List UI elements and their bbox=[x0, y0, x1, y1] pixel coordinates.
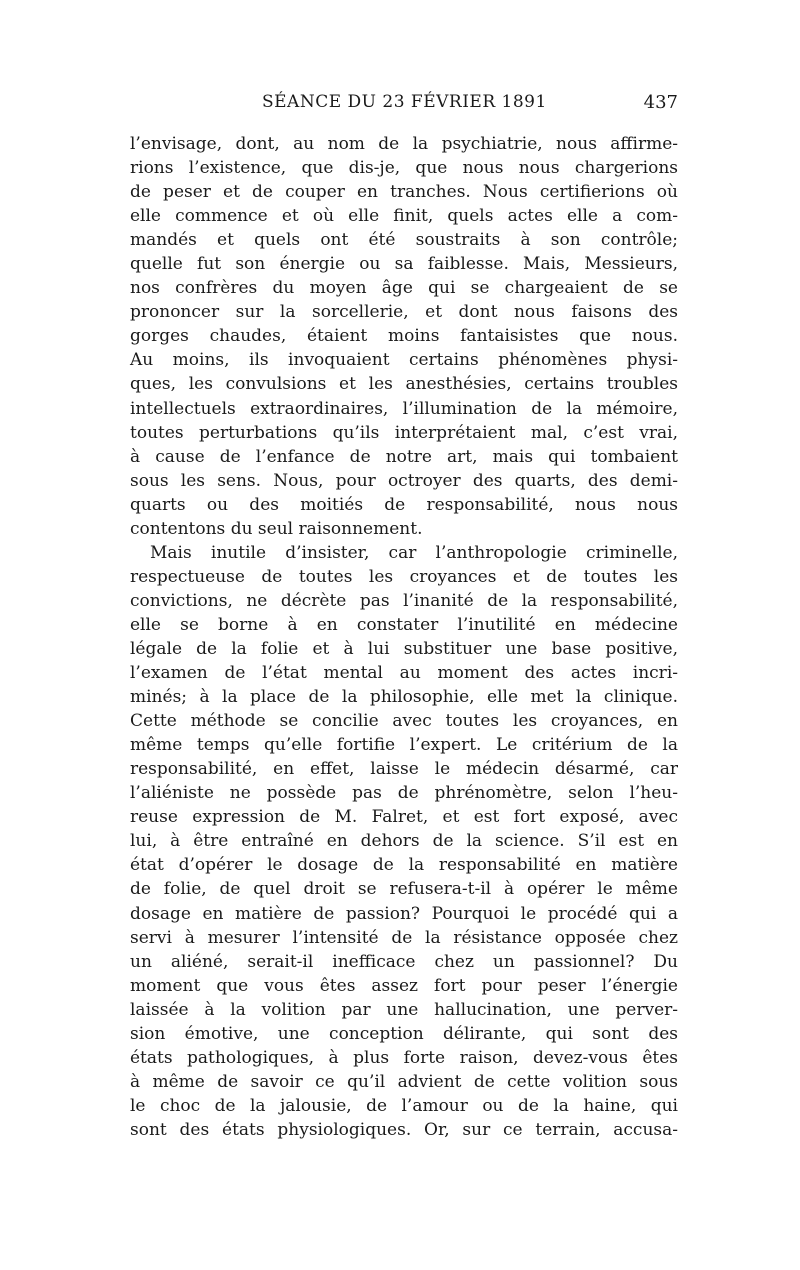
text-line: l’examen de l’état mental au moment des actes incri- bbox=[130, 663, 678, 684]
text-line: de peser et de couper en tranches. Nous certifierions où bbox=[130, 182, 678, 203]
text-line: minés; à la place de la philosophie, elle met la clinique. bbox=[130, 687, 678, 708]
text-line: le choc de la jalousie, de l’amour ou de la haine, qui bbox=[130, 1095, 678, 1116]
text-line: sous les sens. Nous, pour octroyer des quarts, des demi- bbox=[130, 470, 678, 491]
text-line: toutes perturbations qu’ils interprétaient mal, c’est vrai, bbox=[130, 422, 678, 443]
text-line: lui, à être entraîné en dehors de la science. S’il est en bbox=[130, 831, 678, 852]
text-line: état d’opérer le dosage de la responsabilité en matière bbox=[130, 855, 678, 876]
text-line: sont des états physiologiques. Or, sur ce terrain, accusa- bbox=[130, 1119, 678, 1140]
text-line: l’envisage, dont, au nom de la psychiatrie, nous affirme- bbox=[130, 134, 678, 154]
text-line: mandés et quels ont été soustraits à son contrôle; bbox=[130, 230, 678, 251]
text-line: gorges chaudes, étaient moins fantaisistes que nous. bbox=[130, 326, 678, 347]
text-line: même temps qu’elle fortifie l’expert. Le critérium de la bbox=[130, 735, 678, 756]
text-line: moment que vous êtes assez fort pour peser l’énergie bbox=[130, 975, 678, 996]
text-line: dosage en matière de passion? Pourquoi le procédé qui a bbox=[130, 903, 678, 924]
text-line: convictions, ne décrète pas l’inanité de la responsabilité, bbox=[130, 590, 678, 611]
text-line: respectueuse de toutes les croyances et de toutes les bbox=[130, 566, 678, 587]
text-line: états pathologiques, à plus forte raison, devez-vous êtes bbox=[130, 1047, 678, 1068]
text-line: Au moins, ils invoquaient certains phénomènes physi- bbox=[130, 350, 678, 371]
text-line: de folie, de quel droit se refusera-t-il à opérer le même bbox=[130, 879, 678, 900]
paragraph-end-line: contentons du seul raisonnement. bbox=[130, 518, 423, 539]
text-line: elle commence et où elle finit, quels actes elle a com- bbox=[130, 206, 678, 227]
text-line: reuse expression de M. Falret, et est fort exposé, avec bbox=[130, 807, 678, 828]
text-line: quelle fut son énergie ou sa faiblesse. Mais, Messieurs, bbox=[130, 254, 678, 275]
body-text bbox=[130, 132, 678, 1142]
text-line: laissée à la volition par une hallucination, une perver- bbox=[130, 999, 678, 1020]
paragraph-start-line: Mais inutile d’insister, car l’anthropologie criminelle, bbox=[150, 542, 678, 563]
text-line: sion émotive, une conception délirante, qui sont des bbox=[130, 1023, 678, 1044]
text-line: prononcer sur la sorcellerie, et dont nous faisons des bbox=[130, 302, 678, 323]
running-head-title: SÉANCE DU 23 FÉVRIER 1891 bbox=[262, 92, 547, 112]
text-line: responsabilité, en effet, laisse le médecin désarmé, car bbox=[130, 759, 678, 780]
text-line: nos confrères du moyen âge qui se chargeaient de se bbox=[130, 278, 678, 299]
page-number: 437 bbox=[643, 92, 678, 113]
running-head bbox=[130, 92, 678, 120]
text-line: ques, les convulsions et les anesthésies, certains troubles bbox=[130, 374, 678, 395]
text-line: légale de la folie et à lui substituer une base positive, bbox=[130, 638, 678, 659]
text-line: servi à mesurer l’intensité de la résistance opposée chez bbox=[130, 927, 678, 948]
text-line: à même de savoir ce qu’il advient de cette volition sous bbox=[130, 1071, 678, 1092]
text-line: Cette méthode se concilie avec toutes les croyances, en bbox=[130, 711, 678, 732]
text-line: intellectuels extraordinaires, l’illumination de la mémoire, bbox=[130, 398, 678, 419]
text-line: un aliéné, serait-il inefficace chez un passionnel? Du bbox=[130, 951, 678, 972]
text-line: quarts ou des moitiés de responsabilité, nous nous bbox=[130, 494, 678, 515]
text-line: elle se borne à en constater l’inutilité en médecine bbox=[130, 614, 678, 635]
text-line: l’aliéniste ne possède pas de phrénomètre, selon l’heu- bbox=[130, 783, 678, 804]
text-line: rions l’existence, que dis-je, que nous nous chargerions bbox=[130, 158, 678, 179]
text-line: à cause de l’enfance de notre art, mais qui tombaient bbox=[130, 446, 678, 467]
